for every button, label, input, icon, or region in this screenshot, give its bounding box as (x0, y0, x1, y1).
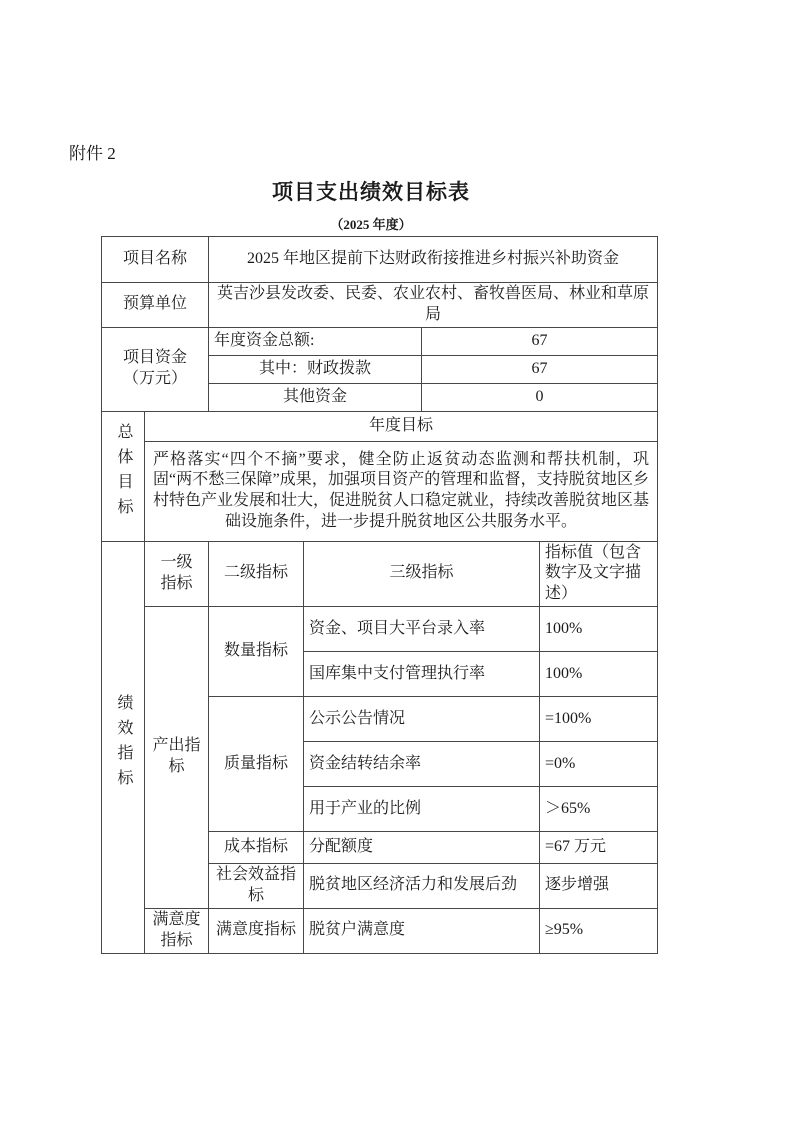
indicator-name: 资金结转结余率 (304, 741, 540, 786)
fund-other-label: 其他资金 (209, 383, 422, 411)
page-title: 项目支出绩效目标表 (272, 180, 470, 204)
indicator-value: =100% (540, 696, 658, 741)
indicator-value: ≥95% (540, 908, 658, 953)
indicator-value: ＞65% (540, 786, 658, 831)
indicator-value: =67 万元 (540, 831, 658, 863)
indicator-value: 逐步增强 (540, 863, 658, 908)
project-funds-label (102, 327, 209, 411)
fund-other-value: 0 (422, 383, 658, 411)
annual-goal-header-row (102, 411, 658, 441)
project-name-row (102, 237, 658, 283)
group-cost-indicators: 成本指标 (209, 831, 304, 863)
budget-unit-label: 预算单位 (102, 283, 209, 328)
indicator-value: 100% (540, 606, 658, 651)
indicator-name: 资金、项目大平台录入率 (304, 606, 540, 651)
indicator-name: 分配额度 (304, 831, 540, 863)
fund-fiscal-label: 其中：财政拨款 (209, 355, 422, 383)
indicator-value: 100% (540, 651, 658, 696)
fund-total-value: 67 (422, 327, 658, 355)
page-subtitle: （2025 年度） (330, 217, 412, 232)
indicator-name: 国库集中支付管理执行率 (304, 651, 540, 696)
indicator-name: 公示公告情况 (304, 696, 540, 741)
header-value: 指标值（包含数字及文字描述） (540, 541, 658, 606)
indicator-header-row (102, 541, 658, 606)
group-output-indicators: 产出指标 (145, 606, 209, 908)
group-quantity-indicators: 数量指标 (209, 606, 304, 696)
header-level3: 三级指标 (304, 541, 540, 606)
indicator-name: 脱贫地区经济活力和发展后劲 (304, 863, 540, 908)
indicator-row (102, 606, 658, 651)
group-social-benefit-indicators: 社会效益指标 (209, 863, 304, 908)
overall-goal-label-text: 总体目标 (115, 422, 132, 523)
header-level1 (145, 541, 209, 606)
group-satisfaction-level2: 满意度指标 (209, 908, 304, 953)
indicator-value: =0% (540, 741, 658, 786)
fund-fiscal-value: 67 (422, 355, 658, 383)
performance-target-table (101, 236, 658, 954)
project-funds-label-text: 项目资金（万元） (123, 349, 188, 388)
fund-total-label: 年度资金总额: (209, 327, 422, 355)
header-level1-text: 一级指标 (160, 553, 193, 592)
group-satisfaction-level1: 满意度指标 (145, 908, 209, 953)
group-quality-indicators: 质量指标 (209, 696, 304, 831)
budget-unit-row (102, 283, 658, 328)
budget-unit-value: 英吉沙县发改委、民委、农业农村、畜牧兽医局、林业和草原局 (209, 283, 658, 328)
annual-goal-header: 年度目标 (145, 411, 658, 441)
overall-goal-label (102, 411, 145, 541)
performance-label-text: 绩效指标 (115, 693, 132, 794)
annual-goal-text-row (102, 441, 658, 541)
indicator-row (102, 908, 658, 953)
header-level2: 二级指标 (209, 541, 304, 606)
fund-total-row (102, 327, 658, 355)
indicator-name: 用于产业的比例 (304, 786, 540, 831)
attachment-label: 附件 2 (69, 144, 116, 163)
project-name-label: 项目名称 (102, 237, 209, 283)
indicator-name: 脱贫户满意度 (304, 908, 540, 953)
annual-goal-text: 严格落实“四个不摘”要求，健全防止返贫动态监测和帮扶机制，巩固“两不愁三保障”成果，加强项目资产的管理和监督，支持脱贫地区乡村特色产业发展和壮大，促进脱贫人口稳定就业，持续改善脱贫地区基础设施条件，进一步提升脱贫地区公共服务水平。 (145, 441, 658, 541)
performance-label (102, 541, 145, 953)
project-name-value: 2025 年地区提前下达财政衔接推进乡村振兴补助资金 (209, 237, 658, 283)
